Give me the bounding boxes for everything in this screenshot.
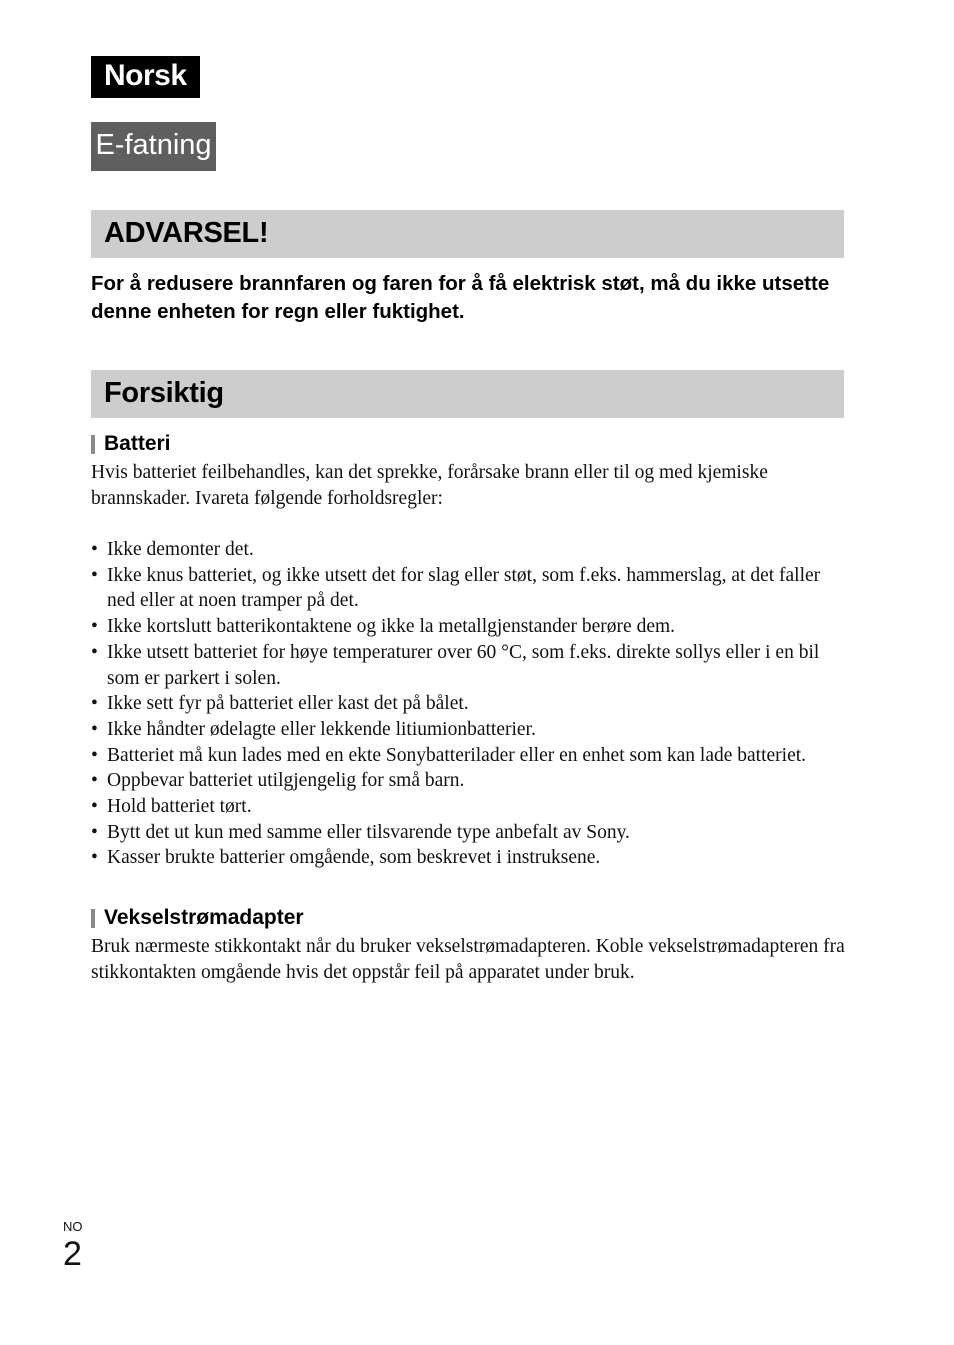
list-item bbox=[91, 640, 851, 691]
warning-heading: ADVARSEL! bbox=[91, 210, 844, 258]
list-item-text: Ikke demonter det. bbox=[107, 539, 254, 560]
list-item-text: Ikke knus batteriet, og ikke utsett det for slag eller støt, som f.eks. hammerslag, at det faller ned eller at noen tramper på det. bbox=[107, 564, 821, 612]
list-item bbox=[91, 691, 851, 717]
bullet-glyph: • bbox=[91, 744, 98, 766]
bullet-glyph: • bbox=[91, 770, 98, 792]
subheading-marker bbox=[91, 909, 95, 928]
caution-heading: Forsiktig bbox=[91, 370, 844, 418]
bullet-glyph: • bbox=[91, 564, 98, 586]
list-item-text: Batteriet må kun lades med en ekte Sonybatterilader eller en enhet som kan lade batteriet. bbox=[107, 744, 807, 766]
bullet-glyph: • bbox=[91, 693, 98, 715]
bullet-glyph: • bbox=[91, 821, 98, 843]
ac-adapter-subheading bbox=[91, 905, 304, 931]
list-item bbox=[91, 563, 851, 614]
list-item bbox=[91, 768, 851, 794]
page-region-code: NO bbox=[63, 1219, 83, 1234]
list-item-text: Ikke sett fyr på batteriet eller kast det på bålet. bbox=[107, 693, 469, 715]
list-item bbox=[91, 717, 851, 743]
list-item bbox=[91, 614, 851, 640]
list-item-text: Ikke håndter ødelagte eller lekkende litiumionbatterier. bbox=[107, 718, 536, 740]
mount-type-label: E-fatning bbox=[91, 122, 216, 171]
list-item-text: Bytt det ut kun med samme eller tilsvarende type anbefalt av Sony. bbox=[107, 821, 630, 843]
warning-text: For å redusere brannfaren og faren for å få elektrisk støt, må du ikke utsette denne enheten for regn eller fuktighet. bbox=[91, 272, 830, 323]
page-number: 2 bbox=[63, 1235, 82, 1273]
bullet-glyph: • bbox=[91, 847, 98, 869]
list-item bbox=[91, 743, 851, 769]
subheading-marker bbox=[91, 435, 95, 454]
ac-adapter-subheading-label: Vekselstrømadapter bbox=[104, 906, 304, 929]
language-label: Norsk bbox=[91, 56, 200, 98]
list-item-text: Ikke utsett batteriet for høye temperaturer over 60 °C, som f.eks. direkte sollys eller i en bil som er parkert i solen. bbox=[107, 641, 820, 689]
list-item bbox=[91, 537, 851, 563]
list-item bbox=[91, 820, 851, 846]
bullet-glyph: • bbox=[91, 718, 98, 740]
bullet-glyph: • bbox=[91, 616, 98, 638]
bullet-glyph: • bbox=[91, 539, 98, 560]
ac-adapter-text: Bruk nærmeste stikkontakt når du bruker vekselstrømadapteren. Koble vekselstrømadapteren fra stikkontakten omgående hvis det oppstår feil på apparatet under bruk. bbox=[91, 936, 845, 983]
list-item-text: Ikke kortslutt batterikontaktene og ikke la metallgjenstander berøre dem. bbox=[107, 616, 676, 638]
battery-subheading bbox=[91, 431, 171, 457]
battery-subheading-label: Batteri bbox=[104, 432, 171, 455]
list-item-text: Oppbevar batteriet utilgjengelig for små barn. bbox=[107, 770, 465, 792]
battery-intro-text: Hvis batteriet feilbehandles, kan det sprekke, forårsake brann eller til og med kjemiske brannskader. Ivareta følgende forholdsregler: bbox=[91, 462, 768, 509]
bullet-glyph: • bbox=[91, 641, 98, 663]
list-item-text: Kasser brukte batterier omgående, som beskrevet i instruksene. bbox=[107, 847, 601, 869]
bullet-glyph: • bbox=[91, 796, 98, 818]
list-item bbox=[91, 794, 851, 820]
battery-precautions-list bbox=[91, 537, 851, 871]
list-item bbox=[91, 845, 851, 871]
list-item-text: Hold batteriet tørt. bbox=[107, 796, 252, 818]
